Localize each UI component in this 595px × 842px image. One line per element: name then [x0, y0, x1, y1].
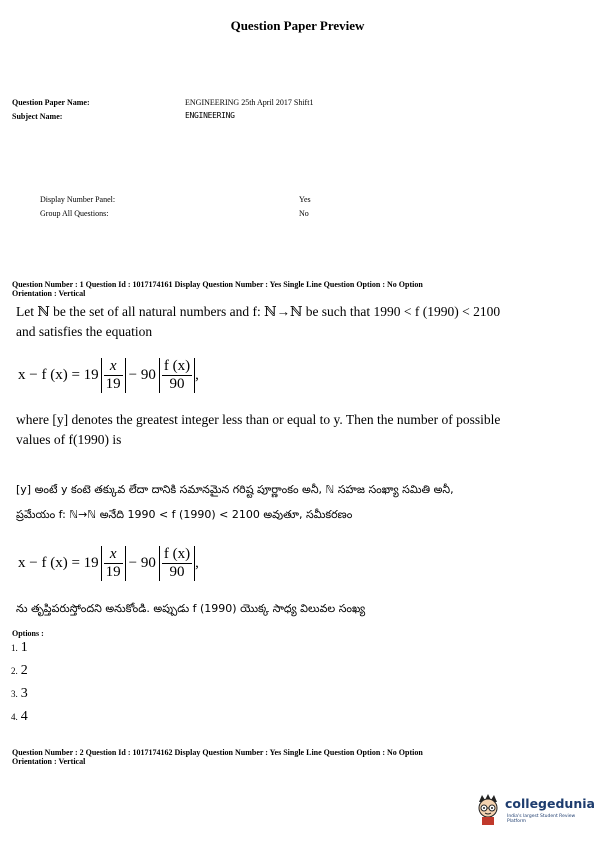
option-2-value: 2	[20, 663, 28, 678]
eq-mid: − 90	[128, 366, 156, 383]
q1-equation-repeat	[18, 538, 199, 588]
eq2-frac1-num: x	[104, 546, 123, 564]
subject-value: ENGINEERING	[185, 111, 235, 120]
display-panel-value: Yes	[299, 195, 311, 204]
option-1[interactable]	[11, 640, 28, 656]
eq-floor-bracket-2	[159, 358, 195, 393]
option-3-number: 3.	[11, 689, 18, 699]
option-2-number: 2.	[11, 666, 18, 676]
q1-telugu-line3: ను తృప్తిపరుస్తోందని అనుకోండి. అప్పుడు f (1990) యొక్క సాధ్య విలువల సంఖ్య	[16, 602, 366, 615]
eq2-floor-bracket-2	[159, 546, 195, 581]
q1-header-line1: Question Number : 1 Question Id : 1017174161 Display Question Number : Yes Single Line Question Option : No Option	[12, 280, 423, 289]
page-title: Question Paper Preview	[230, 18, 365, 33]
eq2-floor-bracket-1	[101, 546, 126, 581]
eq2-mid: − 90	[128, 554, 156, 571]
q1-text-line1: Let ℕ be the set of all natural numbers and f: ℕ→ℕ be such that 1990 < f (1990) < 2100	[16, 304, 501, 319]
q1-telugu-line1: [y] అంటే y కంటె తక్కువ లేదా దానికి సమానమైన గరిష్ట పూర్ణాంకం అనీ, ℕ సహజ సంఖ్యా సమితి అనీ,	[16, 483, 454, 496]
eq-frac1-den: 19	[105, 375, 121, 392]
display-panel-label: Display Number Panel:	[40, 195, 116, 204]
option-4-value: 4	[20, 709, 28, 724]
option-3-value: 3	[20, 686, 28, 701]
option-2[interactable]	[11, 663, 28, 679]
eq-floor-bracket-1	[101, 358, 126, 393]
q2-header-line1: Question Number : 2 Question Id : 1017174162 Display Question Number : Yes Single Line Question Option : No Option	[12, 748, 423, 757]
paper-name-label: Question Paper Name:	[12, 98, 90, 107]
collegedunia-logo	[473, 792, 595, 828]
option-1-value: 1	[20, 640, 28, 655]
eq-fraction-1	[104, 358, 123, 393]
q1-header-line2: Orientation : Vertical	[12, 289, 86, 298]
option-4-number: 4.	[11, 712, 18, 722]
eq2-fraction-2	[162, 546, 192, 581]
logo-tagline: India's largest Student Review Platform	[507, 814, 576, 824]
q1-telugu-line2: ప్రమేయం f: ℕ→ℕ అనేది 1990 < f (1990) < 2100 అవుతూ, సమీకరణం	[16, 508, 353, 521]
group-all-label: Group All Questions:	[40, 209, 109, 218]
eq-end: ,	[195, 366, 199, 383]
eq2-frac2-num: f (x)	[163, 545, 191, 562]
subject-label: Subject Name:	[12, 112, 63, 121]
option-4[interactable]	[11, 709, 28, 725]
q1-equation	[18, 350, 199, 400]
eq2-frac1-den: 19	[105, 563, 121, 580]
eq-lhs: x − f (x) = 19	[18, 366, 99, 383]
q1-text-line4: values of f(1990) is	[16, 432, 122, 447]
mascot-icon	[473, 792, 503, 826]
q1-text-line3: where [y] denotes the greatest integer less than or equal to y. Then the number of possible	[16, 412, 501, 427]
eq2-lhs: x − f (x) = 19	[18, 554, 99, 571]
eq-fraction-2	[162, 358, 192, 393]
eq2-fraction-1	[104, 546, 123, 581]
q1-text-line2: and satisfies the equation	[16, 324, 153, 339]
option-3[interactable]	[11, 686, 28, 702]
paper-name-value: ENGINEERING 25th April 2017 Shift1	[185, 98, 314, 107]
eq-frac2-num: f (x)	[163, 357, 191, 374]
eq-frac2-den: 90	[169, 375, 185, 392]
eq-frac1-num: x	[104, 358, 123, 376]
logo-name: collegedunia	[505, 796, 595, 811]
options-label: Options :	[12, 629, 44, 638]
eq2-frac2-den: 90	[169, 563, 185, 580]
option-1-number: 1.	[11, 643, 18, 653]
eq2-end: ,	[195, 554, 199, 571]
q2-header-line2: Orientation : Vertical	[12, 757, 86, 766]
group-all-value: No	[299, 209, 309, 218]
